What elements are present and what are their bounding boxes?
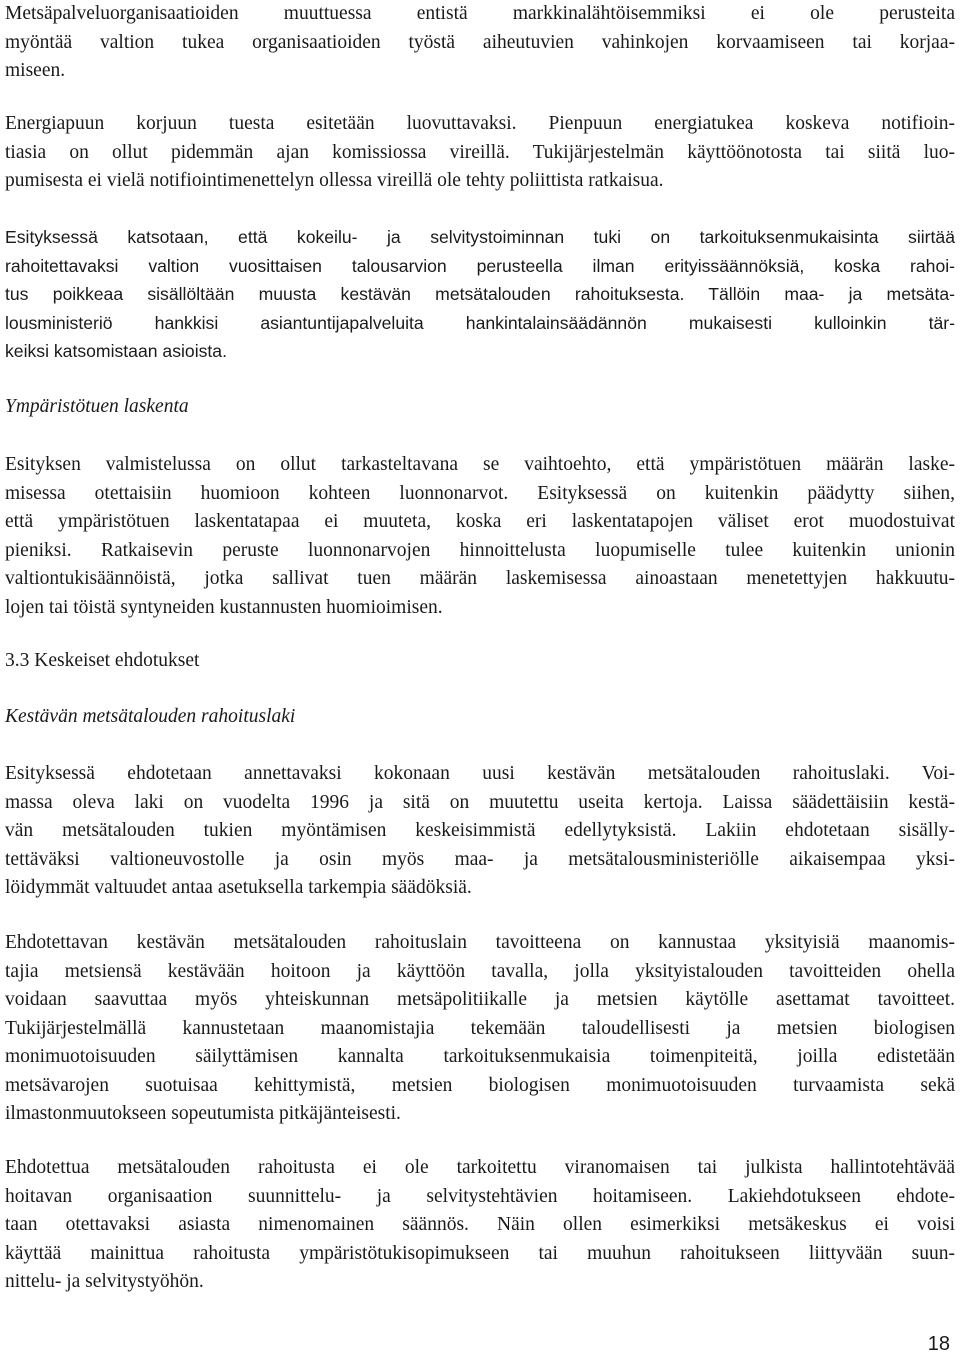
subheading-financing-act: Kestävän metsätalouden rahoituslaki xyxy=(5,706,296,727)
text-line: Energiapuun korjuun tuesta esitetään luovuttavaksi. Pienpuun energiatukea koskeva notifioin- xyxy=(5,113,955,134)
text-line: tus poikkeaa sisällöltään muusta kestävän metsätalouden rahoituksesta. Tällöin maa- ja metsäta- xyxy=(5,284,955,304)
paragraph-5 xyxy=(5,760,955,903)
text-line: tettäväksi valtioneuvostolle ja osin myös maa- ja metsätalousministeriölle aikaisempaa yksi- xyxy=(5,848,955,870)
text-line: lojen tai töistä syntyneiden kustannusten huomioimisen. xyxy=(5,596,443,618)
text-line: käyttää mainittua rahoitusta ympäristötukisopimukseen tai muuhun rahoitukseen liittyvään suun- xyxy=(5,1242,955,1264)
text-line: misessa otettaisiin huomioon kohteen luonnonarvot. Esityksessä on kuitenkin päädytty siihen, xyxy=(5,482,955,504)
text-line: taan otettavaksi asiasta nimenomainen säännös. Näin ollen esimerkiksi metsäkeskus ei voisi xyxy=(5,1214,955,1235)
text-line: metsävarojen suotuisaa kehittymistä, metsien biologisen monimuotoisuuden turvaamista sekä xyxy=(5,1074,955,1096)
text-line: vän metsätalouden tukien myöntämisen keskeisimmistä edellytyksistä. Lakiin ehdotetaan sisälly- xyxy=(5,820,955,841)
paragraph-6 xyxy=(5,929,955,1129)
text-line: keiksi katsomistaan asioista. xyxy=(5,341,227,361)
text-line: myöntää valtion tukea organisaatioiden työstä aiheutuvien vahinkojen korvaamiseen tai korjaa- xyxy=(5,31,955,53)
text-line: Tukijärjestelmällä kannustetaan maanomistajia tekemään taloudellisesti ja metsien biologisen xyxy=(5,1017,955,1039)
text-line: Esityksessä ehdotetaan annettavaksi kokonaan uusi kestävän metsätalouden rahoituslaki. Voi- xyxy=(5,763,955,784)
paragraph-1 xyxy=(5,0,955,86)
text-line: hoitavan organisaation suunnittelu- ja selvitystehtävien hoitamiseen. Lakiehdotukseen ehdote- xyxy=(5,1185,955,1207)
text-line: löidymmät valtuudet antaa asetuksella tarkempia säädöksiä. xyxy=(5,877,472,898)
text-line: Metsäpalveluorganisaatioiden muuttuessa entistä markkinalähtöisemmiksi ei ole perusteita xyxy=(5,3,955,24)
text-line: Ehdotettua metsätalouden rahoitusta ei ole tarkoitettu viranomaisen tai julkista hallintotehtävää xyxy=(5,1157,955,1178)
text-line: Ehdotettavan kestävän metsätalouden rahoituslain tavoitteena on kannustaa yksityisiä maanomis- xyxy=(5,932,955,953)
subheading-environmental-support-calculation: Ympäristötuen laskenta xyxy=(5,396,189,417)
text-line: Esityksen valmistelussa on ollut tarkasteltavana se vaihtoehto, että ympäristötuen määrän laske- xyxy=(5,454,955,475)
text-line: monimuotoisuuden säilyttämisen kannalta tarkoituksenmukaisia toimenpiteitä, joilla edistetään xyxy=(5,1046,955,1067)
paragraph-7 xyxy=(5,1154,955,1297)
section-heading-3-3: 3.3 Keskeiset ehdotukset xyxy=(5,650,200,671)
text-line: pieniksi. Ratkaisevin peruste luonnonarvojen hinnoittelusta luopumiselle tulee kuitenkin unionin xyxy=(5,539,955,561)
text-line: lousministeriö hankkisi asiantuntijapalveluita hankintalainsäädännön mukaisesti kulloinkin tär- xyxy=(5,312,955,333)
text-line: massa oleva laki on vuodelta 1996 ja sitä on muutettu useita kertoja. Laissa säädettäisiin kestä- xyxy=(5,791,955,813)
text-line: että ympäristötuen laskentatapaa ei muuteta, koska eri laskentatapojen väliset erot muodostuivat xyxy=(5,511,955,532)
page-number: 18 xyxy=(927,1333,950,1355)
text-line: rahoitettavaksi valtion vuosittaisen talousarvion perusteella ilman erityissäännöksiä, koska rahoi- xyxy=(5,255,955,276)
text-line: Esityksessä katsotaan, että kokeilu- ja selvitystoiminnan tuki on tarkoituksenmukaisinta siirtää xyxy=(5,227,955,247)
text-line: voidaan saavuttaa myös yhteiskunnan metsäpolitiikalle ja metsien käytölle asettamat tavoitteet. xyxy=(5,989,955,1010)
text-line: nittelu- ja selvitystyöhön. xyxy=(5,1271,204,1292)
text-line: tajia metsiensä kestävään hoitoon ja käyttöön tavalla, jolla yksityistalouden tavoitteiden ohella xyxy=(5,960,955,982)
text-line: ilmastonmuutokseen sopeutumista pitkäjänteisesti. xyxy=(5,1103,401,1124)
paragraph-3 xyxy=(5,223,955,366)
paragraph-2 xyxy=(5,110,955,196)
text-line: pumisesta ei vielä notifiointimenettelyn ollessa vireillä ole tehty poliittista ratkaisua. xyxy=(5,170,664,191)
text-line: valtiontukisäännöistä, jotka sallivat tuen määrän laskemisessa ainoastaan menetettyjen hakkuutu- xyxy=(5,568,955,589)
text-line: tiasia on ollut pidemmän ajan komissiossa vireillä. Tukijärjestelmän käyttöönotosta tai siitä luo- xyxy=(5,141,955,163)
text-line: miseen. xyxy=(5,60,66,81)
paragraph-4 xyxy=(5,451,955,622)
